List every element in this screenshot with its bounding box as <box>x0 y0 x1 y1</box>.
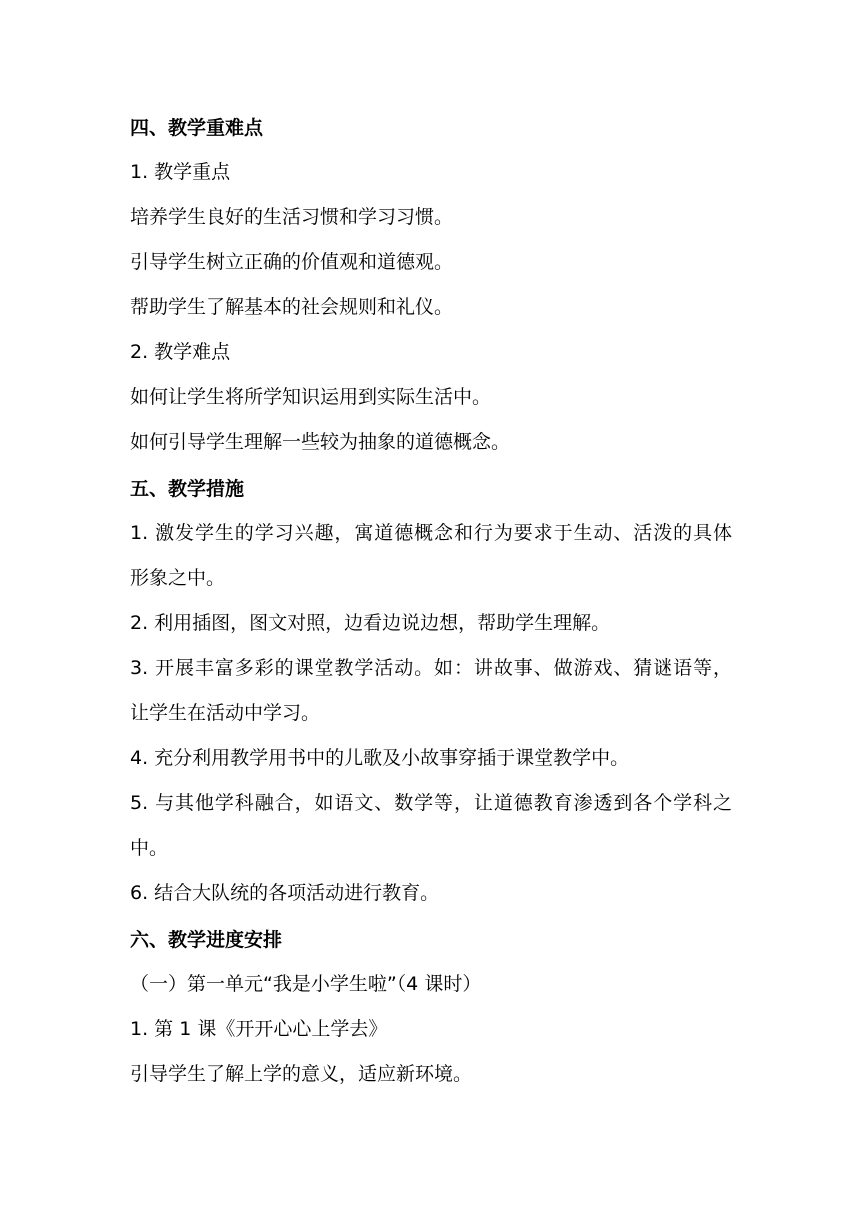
unit-1-title: （一）第一单元“我是小学生啦”（4 课时） <box>130 973 482 995</box>
subheading-key-points: 1. 教学重点 <box>130 161 231 183</box>
measure-5-line-2: 中。 <box>130 837 169 859</box>
lesson-1-title: 1. 第 1 课《开开心心上学去》 <box>130 1018 388 1040</box>
section5-heading: 五、教学措施 <box>130 478 245 500</box>
measure-1-line-2: 形象之中。 <box>130 567 226 589</box>
measure-1-line-1: 1. 激发学生的学习兴趣，寓道德概念和行为要求于生动、活泼的具体 <box>130 522 732 544</box>
section6-heading: 六、教学进度安排 <box>130 929 283 951</box>
subheading-difficulties: 2. 教学难点 <box>130 341 231 363</box>
measure-2: 2. 利用插图，图文对照，边看边说边想，帮助学生理解。 <box>130 612 611 634</box>
key-point-item: 引导学生树立正确的价值观和道德观。 <box>130 251 454 273</box>
measure-6: 6. 结合大队统的各项活动进行教育。 <box>130 882 440 904</box>
section4-heading: 四、教学重难点 <box>130 117 264 139</box>
measure-4: 4. 充分利用教学用书中的儿歌及小故事穿插于课堂教学中。 <box>130 747 630 769</box>
measure-5-line-1: 5. 与其他学科融合，如语文、数学等，让道德教育渗透到各个学科之 <box>130 792 732 814</box>
key-point-item: 培养学生良好的生活习惯和学习习惯。 <box>130 206 454 228</box>
lesson-1-description: 引导学生了解上学的意义，适应新环境。 <box>130 1063 473 1085</box>
key-point-item: 帮助学生了解基本的社会规则和礼仪。 <box>130 296 454 318</box>
measure-3-line-1: 3. 开展丰富多彩的课堂教学活动。如：讲故事、做游戏、猜谜语等， <box>130 657 732 679</box>
difficulty-item: 如何让学生将所学知识运用到实际生活中。 <box>130 386 492 408</box>
measure-3-line-2: 让学生在活动中学习。 <box>130 702 321 724</box>
difficulty-item: 如何引导学生理解一些较为抽象的道德概念。 <box>130 431 511 453</box>
